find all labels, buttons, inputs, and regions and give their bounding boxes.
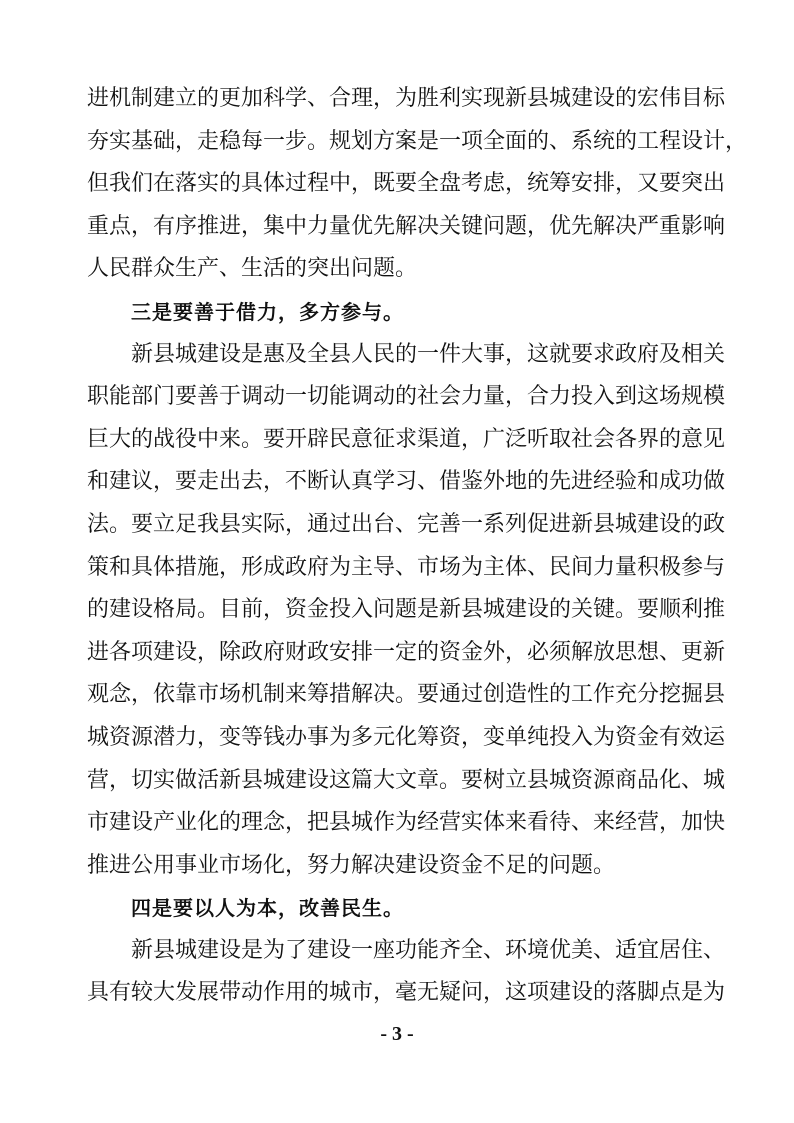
text-line: 重点，有序推进，集中力量优先解决关键问题，优先解决严重影响 <box>87 213 726 239</box>
text-line: 职能部门要善于调动一切能调动的社会力量，合力投入到这场规模 <box>87 384 726 410</box>
text-line: 营，切实做活新县城建设这篇大文章。要树立县城资源商品化、城 <box>87 767 726 793</box>
text-line: 新县城建设是惠及全县人民的一件大事，这就要求政府及相关 <box>131 341 726 367</box>
text-line: 策和具体措施，形成政府为主导、市场为主体、民间力量积极参与 <box>87 554 726 580</box>
text-line: 具有较大发展带动作用的城市，毫无疑问，这项建设的落脚点是为 <box>87 980 726 1006</box>
text-line: 观念，依靠市场机制来筹措解决。要通过创造性的工作充分挖掘县 <box>87 682 726 708</box>
text-line: 的建设格局。目前，资金投入问题是新县城建设的关键。要顺利推 <box>87 597 726 623</box>
document-page <box>87 78 748 1015</box>
text-line: 但我们在落实的具体过程中，既要全盘考虑，统筹安排，又要突出 <box>87 171 726 197</box>
page-number: - 3 - <box>380 1023 414 1045</box>
text-line: 市建设产业化的理念，把县城作为经营实体来看待、来经营，加快 <box>87 810 726 836</box>
text-line: 推进公用事业市场化，努力解决建设资金不足的问题。 <box>87 852 616 878</box>
text-line: 法。要立足我县实际，通过出台、完善一系列促进新县城建设的政 <box>87 511 726 537</box>
text-line: 新县城建设是为了建设一座功能齐全、环境优美、适宜居住、 <box>131 937 726 963</box>
text-line: 夯实基础，走稳每一步。规划方案是一项全面的、系统的工程设计， <box>87 128 748 154</box>
section-heading: 四是要以人为本，改善民生。 <box>131 896 404 921</box>
section-heading: 三是要善于借力，多方参与。 <box>131 299 404 324</box>
text-line: 进各项建设，除政府财政安排一定的资金外，必须解放思想、更新 <box>87 639 726 665</box>
text-line: 进机制建立的更加科学、合理，为胜利实现新县城建设的宏伟目标 <box>87 86 726 111</box>
text-line: 人民群众生产、生活的突出问题。 <box>87 256 418 282</box>
text-line: 城资源潜力，变等钱办事为多元化筹资，变单纯投入为资金有效运 <box>87 724 726 750</box>
text-line: 和建议，要走出去，不断认真学习、借鉴外地的先进经验和成功做 <box>87 469 726 495</box>
text-line: 巨大的战役中来。要开辟民意征求渠道，广泛听取社会各界的意见 <box>87 426 726 452</box>
